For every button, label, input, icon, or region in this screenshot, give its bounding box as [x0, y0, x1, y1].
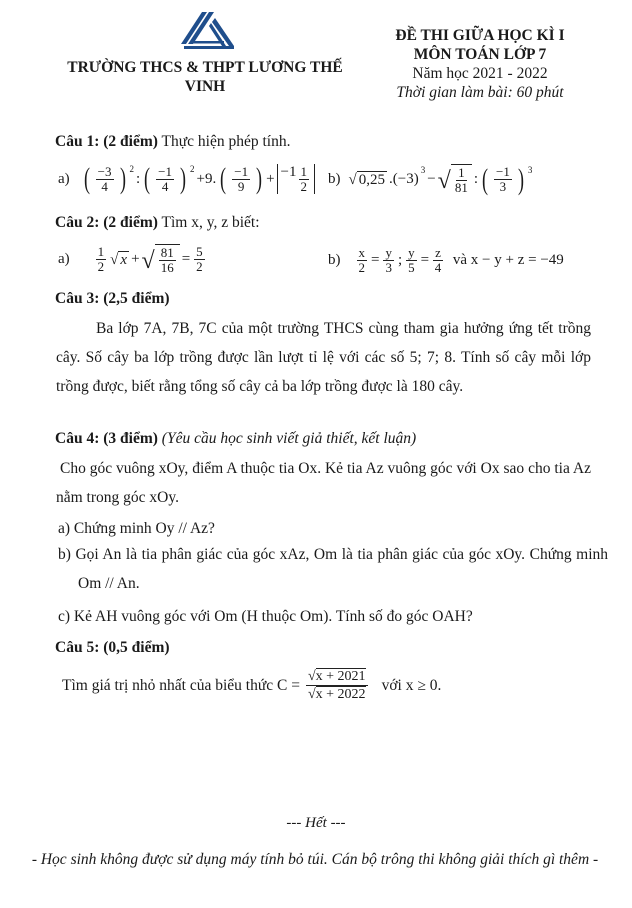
- denominator: 9: [237, 178, 245, 194]
- question-3-text: Ba lớp 7A, 7B, 7C của một trường THCS cùng tham gia hưởng ứng tết trồng cây. Số cây ba lớp trồng được lần lượt tỉ lệ với các số 5; 7; 8. Tính số cây mỗi lớp trồng được, biết rằng tổng số cây cả ba lớp trồng được là 180 cây.: [56, 320, 591, 395]
- exam-title: ĐỀ THI GIỮA HỌC KÌ I: [395, 27, 565, 44]
- question-5-expression: [62, 668, 441, 703]
- operator: −: [427, 171, 436, 187]
- school-name-line1: TRƯỜNG THCS & THPT LƯƠNG THẾ: [67, 59, 343, 76]
- condition: và x − y + z = −49: [452, 252, 564, 268]
- integer-part: −1: [280, 164, 297, 180]
- question-4b: b) Gọi An là tia phân giác của góc xAz, Om là tia phân giác của góc xOy. Chứng minh Om // An.: [58, 546, 608, 592]
- operator: +: [131, 251, 140, 267]
- numerator: 1: [300, 164, 308, 179]
- question-5-title: Câu 5: (0,5 điểm): [55, 639, 170, 656]
- square-root: √ 0,25: [348, 171, 385, 188]
- question-2-prompt: Tìm x, y, z biết:: [161, 214, 260, 231]
- school-year: Năm học 2021 - 2022: [412, 65, 548, 82]
- question-1-prompt: Thực hiện phép tính.: [161, 133, 291, 150]
- exponent: 3: [420, 164, 426, 175]
- question-1-title: Câu 1: (2 điểm): [55, 133, 158, 150]
- numerator: −1: [158, 163, 173, 179]
- numerator: y: [408, 245, 415, 260]
- question-2-header: [55, 214, 260, 232]
- operator: =: [420, 252, 430, 268]
- school-name-line2: VINH: [184, 78, 226, 95]
- question-4c: c) Kẻ AH vuông góc với Om (H thuộc Om). Tính số đo góc OAH?: [58, 608, 473, 625]
- part-label: b): [328, 252, 341, 268]
- exponent: 2: [190, 164, 195, 174]
- school-logo-icon: [176, 10, 240, 52]
- exponent: 2: [129, 164, 134, 174]
- operator: =: [371, 252, 380, 268]
- operator: +: [266, 170, 275, 187]
- question-2-title: Câu 2: (2 điểm): [55, 214, 158, 231]
- numerator: 5: [196, 244, 203, 259]
- denominator: 16: [160, 260, 174, 275]
- question-4a: a) Chứng minh Oy // Az?: [58, 520, 215, 537]
- part-label: b): [328, 171, 341, 187]
- denominator: 3: [499, 179, 507, 194]
- question-2b: [328, 246, 564, 275]
- radicand: 0,25: [358, 171, 385, 188]
- absolute-value: [277, 164, 315, 194]
- question-4-header: [55, 430, 416, 448]
- denominator: 4: [434, 260, 442, 275]
- exam-subject: MÔN TOÁN LỚP 7: [413, 46, 547, 63]
- question-3-title: Câu 3: (2,5 điểm): [55, 290, 170, 307]
- square-root: √ $\frac{81}{16}$: [142, 244, 180, 275]
- denominator: 5: [408, 260, 415, 275]
- numerator: −1: [496, 164, 510, 179]
- prompt-text: Tìm giá trị nhỏ nhất của biểu thức C =: [62, 676, 300, 694]
- condition: với x ≥ 0.: [381, 676, 442, 694]
- numerator: y: [385, 245, 392, 260]
- denominator: 2: [300, 179, 308, 194]
- denominator: x + 2022: [315, 687, 366, 702]
- end-mark: --- Hết ---: [286, 815, 346, 831]
- numerator: 81: [160, 245, 174, 260]
- school-name: [40, 58, 370, 96]
- question-4-text: Cho góc vuông xOy, điểm A thuộc tia Ox. Kẻ tia Az vuông góc với Ox sao cho tia Az nằm trong góc xOy.: [56, 460, 591, 506]
- operator: :: [473, 171, 478, 187]
- question-1-header: [55, 133, 290, 151]
- part-label: a): [58, 251, 70, 267]
- operator: +9.: [196, 170, 217, 187]
- numerator: x + 2021: [315, 669, 366, 684]
- part-label: a): [58, 170, 70, 187]
- separator: ;: [397, 252, 403, 268]
- exam-info: [380, 26, 580, 102]
- numerator: 1: [97, 244, 105, 259]
- factor: .(−3): [388, 171, 419, 187]
- radicand: x: [120, 251, 128, 268]
- denominator: 4: [101, 178, 108, 194]
- question-4-note: (Yêu cầu học sinh viết giả thiết, kết luận): [161, 430, 417, 447]
- numerator: 1: [458, 165, 465, 180]
- fraction: $\frac{√x + 2021}{√x + 2022}$: [307, 669, 366, 702]
- numerator: z: [435, 245, 441, 260]
- denominator: 2: [97, 259, 105, 274]
- square-root: √ $\frac{1}{81}$: [438, 164, 472, 195]
- question-1a: a) ( $\frac{-3}{4}$ ) 2 : ( $\frac{-1}{4}$ ) 2 +9. ( $\frac{-1}{9}$ ) + −1 $\frac{1}{2}$: [58, 164, 315, 194]
- question-2a: [58, 244, 207, 275]
- denominator: 4: [161, 178, 169, 194]
- numerator: −3: [97, 163, 112, 179]
- numerator: −1: [234, 163, 249, 179]
- operator: =: [181, 251, 191, 267]
- square-root: √ x: [110, 251, 128, 268]
- question-4-title: Câu 4: (3 điểm): [55, 430, 158, 447]
- numerator: x: [358, 245, 365, 260]
- denominator: 2: [196, 259, 203, 274]
- denominator: 81: [454, 180, 468, 195]
- denominator: 3: [385, 260, 392, 275]
- exam-duration: Thời gian làm bài: 60 phút: [396, 84, 564, 101]
- footer-note: - Học sinh không được sử dụng máy tính bỏ túi. Cán bộ trông thi không giải thích gì thêm -: [31, 851, 599, 868]
- denominator: 2: [358, 260, 365, 275]
- question-1b: b) √ 0,25 .(−3) 3 − √ $\frac{1}{81}$ : ( $\frac{-1}{3}$ ) 3: [328, 162, 533, 196]
- exponent: 3: [527, 164, 533, 175]
- operator: :: [136, 170, 141, 187]
